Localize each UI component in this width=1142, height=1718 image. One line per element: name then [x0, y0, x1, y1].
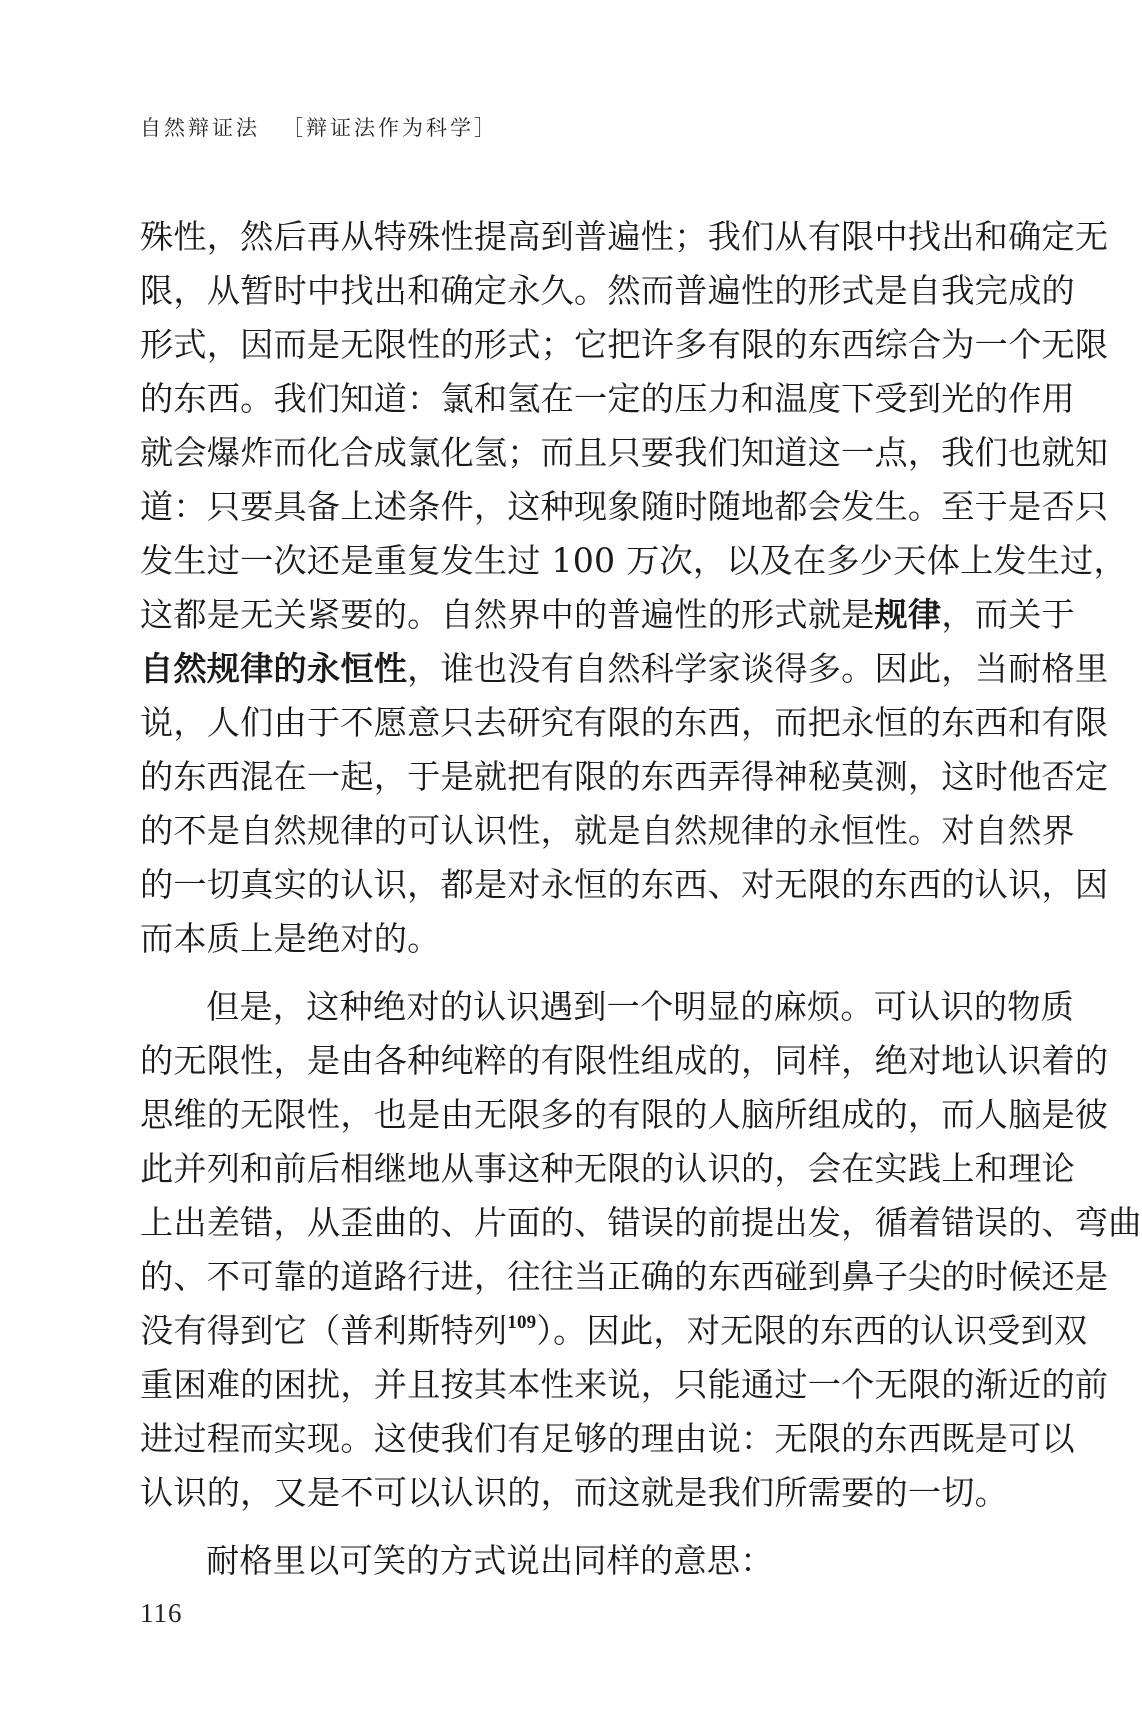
text-line: 但是，这种绝对的认识遇到一个明显的麻烦。可认识的物质: [206, 987, 1075, 1026]
text-line: 就会爆炸而化合成氯化氢；而且只要我们知道这一点，我们也就知: [140, 433, 1109, 472]
emphasis-law: 规律: [874, 595, 942, 634]
text-line: 而本质上是绝对的。: [140, 919, 441, 958]
text-line: 的东西。我们知道：氯和氢在一定的压力和温度下受到光的作用: [140, 379, 1075, 418]
text-line: 上出差错，从歪曲的、片面的、错误的前提出发，循着错误的、弯曲: [140, 1203, 1142, 1242]
text-line: 进过程而实现。这使我们有足够的理由说：无限的东西既是可以: [140, 1419, 1075, 1458]
text-line: [140, 642, 1109, 696]
endnote-marker[interactable]: 109: [507, 1312, 537, 1333]
text-run: ，而关于: [941, 595, 1075, 634]
text-run: 没有得到它（普利斯特列: [140, 1311, 508, 1350]
text-line: 发生过一次还是重复发生过 100 万次，以及在多少天体上发生过，: [140, 541, 1127, 580]
text-line: [140, 588, 1075, 642]
text-line: 道：只要具备上述条件，这种现象随时随地都会发生。至于是否只: [140, 487, 1109, 526]
text-line: 殊性，然后再从特殊性提高到普遍性；我们从有限中找出和确定无: [140, 217, 1109, 256]
text-line: 的不是自然规律的可认识性，就是自然规律的永恒性。对自然界: [140, 811, 1075, 850]
text-line: 重困难的困扰，并且按其本性来说，只能通过一个无限的渐近的前: [140, 1365, 1109, 1404]
book-title: 自然辩证法: [140, 116, 260, 140]
text-run: ）。因此，对无限的东西的认识受到双: [536, 1311, 1088, 1350]
paragraph: [140, 980, 1142, 1520]
text-line: [140, 1304, 1088, 1358]
section-title: ［辩证法作为科学］: [282, 116, 498, 140]
body-text: [140, 210, 1142, 1588]
text-line: 的无限性，是由各种纯粹的有限性组成的，同样，绝对地认识着的: [140, 1041, 1109, 1080]
text-line: 的东西混在一起，于是就把有限的东西弄得神秘莫测，这时他否定: [140, 757, 1109, 796]
text-line: 说，人们由于不愿意只去研究有限的东西，而把永恒的东西和有限: [140, 703, 1109, 742]
text-line: 认识的，又是不可以认识的，而这就是我们所需要的一切。: [140, 1473, 1009, 1512]
text-line: 的一切真实的认识，都是对永恒的东西、对无限的东西的认识，因: [140, 865, 1109, 904]
text-run: ，谁也没有自然科学家谈得多。因此，当耐格里: [407, 649, 1109, 688]
paragraph: [140, 1534, 958, 1588]
running-head: [140, 112, 498, 142]
text-line: 思维的无限性，也是由无限多的有限的人脑所组成的，而人脑是彼: [140, 1095, 1109, 1134]
text-line: 形式，因而是无限性的形式；它把许多有限的东西综合为一个无限: [140, 325, 1109, 364]
text-line: 的、不可靠的道路行进，往往当正确的东西碰到鼻子尖的时候还是: [140, 1257, 1109, 1296]
text-line: 限，从暂时中找出和确定永久。然而普遍性的形式是自我完成的: [140, 271, 1075, 310]
text-line: 此并列和前后相继地从事这种无限的认识的，会在实践上和理论: [140, 1149, 1075, 1188]
paragraph: [140, 210, 1127, 966]
page-number: 116: [140, 1598, 183, 1628]
text-run: 这都是无关紧要的。自然界中的普遍性的形式就是: [140, 595, 875, 634]
text-line: 耐格里以可笑的方式说出同样的意思：: [206, 1541, 774, 1580]
emphasis-eternity-of-laws: 自然规律的永恒性: [140, 649, 408, 688]
